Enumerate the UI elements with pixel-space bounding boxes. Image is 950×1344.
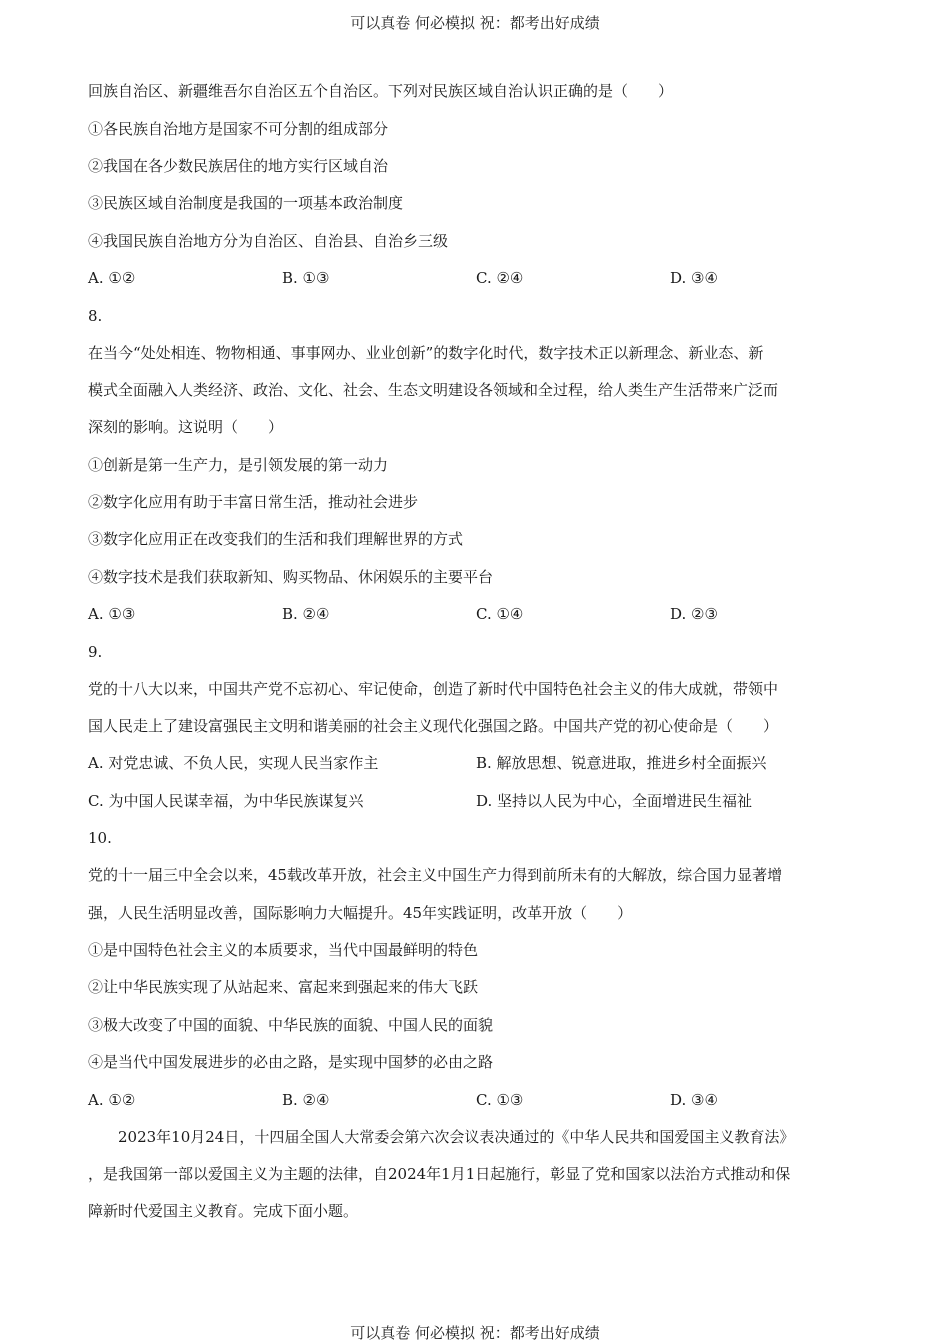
q8-stem-line-2: 模式全面融入人类经济、政治、文化、社会、生态文明建设各领域和全过程，给人类生产生活带来广泛而 [88,381,779,399]
q10-item-1: ①是中国特色社会主义的本质要求，当代中国最鲜明的特色 [88,941,479,959]
q8-item-3: ③数字化应用正在改变我们的生活和我们理解世界的方式 [88,530,464,548]
passage-line-2: ，是我国第一部以爱国主义为主题的法律，自2024年1月1日起施行，彰显了党和国家以法治方式推动和保 [88,1165,791,1183]
q9-option-a: A. 对党忠诚、不负人民，实现人民当家作主 [88,754,379,772]
q7-item-3: ③民族区域自治制度是我国的一项基本政治制度 [88,194,404,212]
q7-stem: 回族自治区、新疆维吾尔自治区五个自治区。下列对民族区域自治认识正确的是（ ） [88,82,674,100]
q8-number: 8. [88,307,103,325]
q9-option-b: B. 解放思想、锐意进取，推进乡村全面振兴 [476,754,767,772]
q9-number: 9. [88,643,103,661]
q9-stem-line-1: 党的十八大以来，中国共产党不忘初心、牢记使命，创造了新时代中国特色社会主义的伟大成就，带领中 [88,680,779,698]
q10-option-a: A. ①② [88,1091,136,1109]
q8-option-d: D. ②③ [670,605,718,623]
q7-option-c: C. ②④ [476,269,524,287]
q7-option-b: B. ①③ [282,269,330,287]
q8-option-a: A. ①③ [88,605,136,623]
q9-option-d: D. 坚持以人民为中心，全面增进民生福祉 [476,792,753,810]
q10-stem-line-2: 强，人民生活明显改善，国际影响力大幅提升。45年实践证明，改革开放（ ） [88,904,633,922]
q8-option-b: B. ②④ [282,605,330,623]
q7-item-2: ②我国在各少数民族居住的地方实行区域自治 [88,157,389,175]
q10-option-c: C. ①③ [476,1091,524,1109]
passage-line-3: 障新时代爱国主义教育。完成下面小题。 [88,1202,359,1220]
q10-option-d: D. ③④ [670,1091,718,1109]
q7-option-a: A. ①② [88,269,136,287]
q9-stem-line-2: 国人民走上了建设富强民主文明和谐美丽的社会主义现代化强国之路。中国共产党的初心使命是（ ） [88,717,779,735]
passage-line-1: 2023年10月24日，十四届全国人大常委会第六次会议表决通过的《中华人民共和国爱国主义教育法》 [118,1128,795,1146]
q9-option-c: C. 为中国人民谋幸福，为中华民族谋复兴 [88,792,364,810]
q10-item-2: ②让中华民族实现了从站起来、富起来到强起来的伟大飞跃 [88,978,479,996]
q8-item-1: ①创新是第一生产力，是引领发展的第一动力 [88,456,389,474]
page-header: 可以真卷 何必模拟 祝：都考出好成绩 [350,14,600,32]
q8-stem-line-3: 深刻的影响。这说明（ ） [88,418,284,436]
q7-item-1: ①各民族自治地方是国家不可分割的组成部分 [88,120,389,138]
q10-item-4: ④是当代中国发展进步的必由之路，是实现中国梦的必由之路 [88,1053,494,1071]
page-footer: 可以真卷 何必模拟 祝：都考出好成绩 [350,1324,600,1342]
q10-item-3: ③极大改变了中国的面貌、中华民族的面貌、中国人民的面貌 [88,1016,494,1034]
q10-number: 10. [88,829,112,847]
q7-option-d: D. ③④ [670,269,718,287]
q10-stem-line-1: 党的十一届三中全会以来，45载改革开放，社会主义中国生产力得到前所未有的大解放，综合国力显著增 [88,866,783,884]
q10-option-b: B. ②④ [282,1091,330,1109]
q8-item-2: ②数字化应用有助于丰富日常生活，推动社会进步 [88,493,419,511]
q8-item-4: ④数字技术是我们获取新知、购买物品、休闲娱乐的主要平台 [88,568,494,586]
q8-stem-line-1: 在当今“处处相连、物物相通、事事网办、业业创新”的数字化时代，数字技术正以新理念、新业态、新 [88,344,764,362]
q8-option-c: C. ①④ [476,605,524,623]
q7-item-4: ④我国民族自治地方分为自治区、自治县、自治乡三级 [88,232,449,250]
